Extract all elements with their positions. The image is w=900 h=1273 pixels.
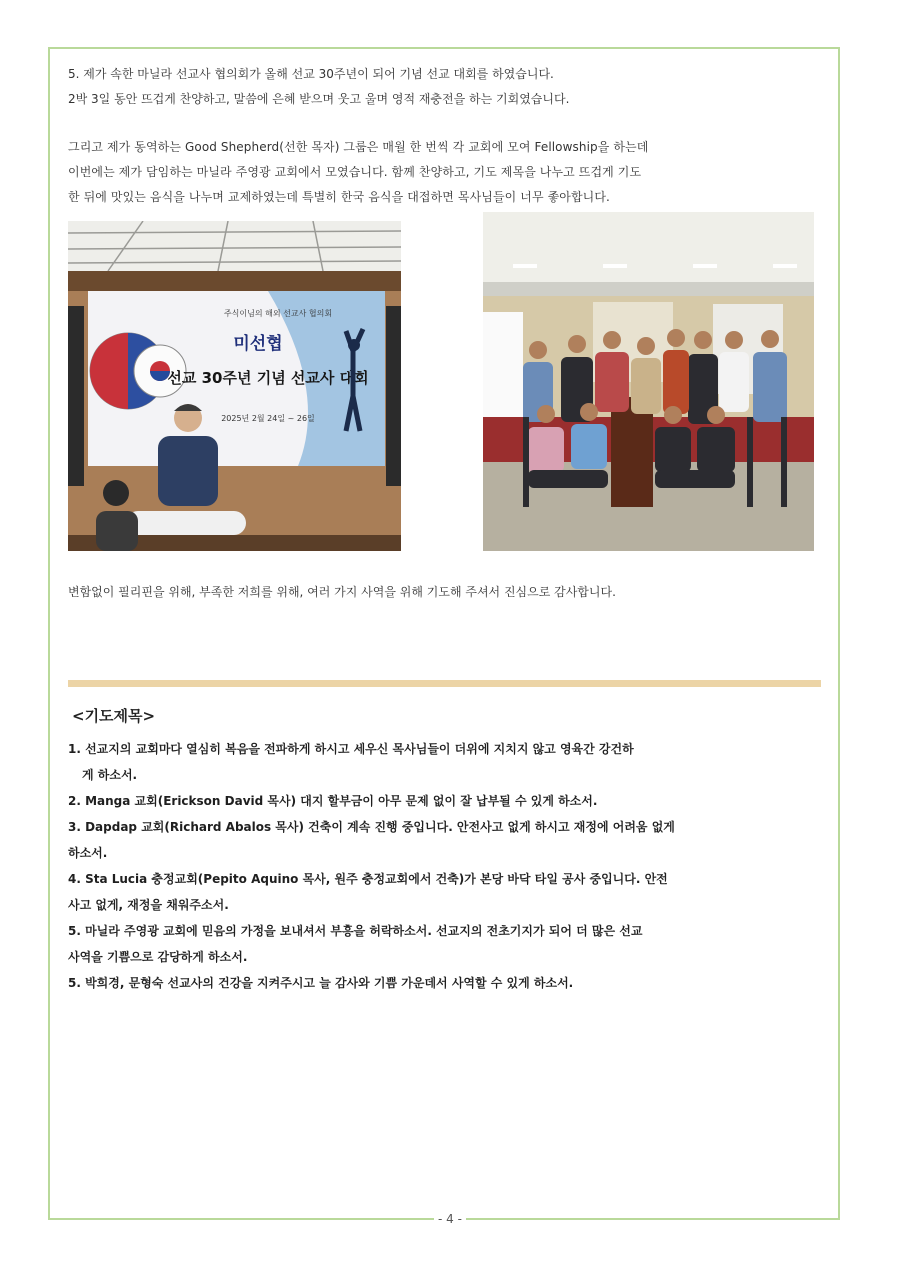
- fellowship-line: 그리고 제가 동역하는 Good Shepherd(선한 목자) 그룹은 매월 한 번씩 각 교회에 모여 Fellowship을 하는데: [68, 140, 649, 154]
- intro-line: 2박 3일 동안 뜨겁게 찬양하고, 말씀에 은혜 받으며 웃고 울며 영적 재충전을 하는 기회였습니다.: [68, 92, 570, 106]
- intro-paragraph: [68, 62, 828, 112]
- prayer-item: 3. Dapdap 교회(Richard Abalos 목사) 건축이 계속 진행 중입니다. 안전사고 없게 하시고 재정에 어려움 없게: [68, 820, 675, 834]
- prayer-item: 1. 선교지의 교회마다 열심히 복음을 전파하게 하시고 세우신 목사님들이 더위에 지치지 않고 영육간 강건하: [68, 742, 634, 756]
- prayer-item: 2. Manga 교회(Erickson David 목사) 대지 할부금이 아무 문제 없이 잘 납부될 수 있게 하소서.: [68, 794, 598, 808]
- banner-name-text: 미선협: [233, 334, 283, 354]
- prayer-item: 사고 없게, 재정을 채워주소서.: [68, 898, 229, 912]
- banner-title-text: 선교 30주년 기념 선교사 대회: [167, 369, 369, 387]
- prayer-item: 5. 마닐라 주영광 교회에 믿음의 가정을 보내셔서 부흥을 허락하소서. 선교지의 전초기지가 되어 더 많은 선교: [68, 924, 643, 938]
- prayer-item: 게 하소서.: [82, 768, 138, 782]
- banner-date-text: 2025년 2월 24일 ~ 26일: [221, 414, 315, 423]
- fellowship-line: 이번에는 제가 담임하는 마닐라 주영광 교회에서 모였습니다. 함께 찬양하고, 기도 제목을 나누고 뜨겁게 기도: [68, 165, 642, 179]
- prayer-item: 사역을 기쁨으로 감당하게 하소서.: [68, 950, 248, 964]
- prayer-item: 하소서.: [68, 846, 108, 860]
- prayer-item: 5. 박희경, 문형숙 선교사의 건강을 지켜주시고 늘 감사와 기쁨 가운데서 사역할 수 있게 하소서.: [68, 976, 574, 990]
- page-number: [0, 1212, 900, 1226]
- prayer-list: [68, 736, 824, 996]
- page-number-text: - 4 -: [434, 1212, 466, 1226]
- conference-photo: [68, 221, 401, 551]
- closing-paragraph: 변함없이 필리핀을 위해, 부족한 저희를 위해, 여러 가지 사역을 위해 기도해 주셔서 진심으로 감사합니다.: [68, 585, 616, 599]
- prayer-item: 4. Sta Lucia 충정교회(Pepito Aquino 목사, 원주 충정교회에서 건축)가 본당 바닥 타일 공사 중입니다. 안전: [68, 872, 668, 886]
- intro-line: 5. 제가 속한 마닐라 선교사 협의회가 올해 선교 30주년이 되어 기념 선교 대회를 하였습니다.: [68, 67, 554, 81]
- section-divider: [68, 680, 821, 687]
- prayer-heading: <기도제목>: [72, 707, 156, 725]
- fellowship-paragraph: [68, 135, 828, 210]
- banner-org-text: 주식이님의 해외 선교사 협의회: [223, 309, 333, 318]
- fellowship-line: 한 뒤에 맛있는 음식을 나누며 교제하였는데 특별히 한국 음식을 대접하면 목사님들이 너무 좋아합니다.: [68, 190, 610, 204]
- group-photo: [483, 212, 814, 551]
